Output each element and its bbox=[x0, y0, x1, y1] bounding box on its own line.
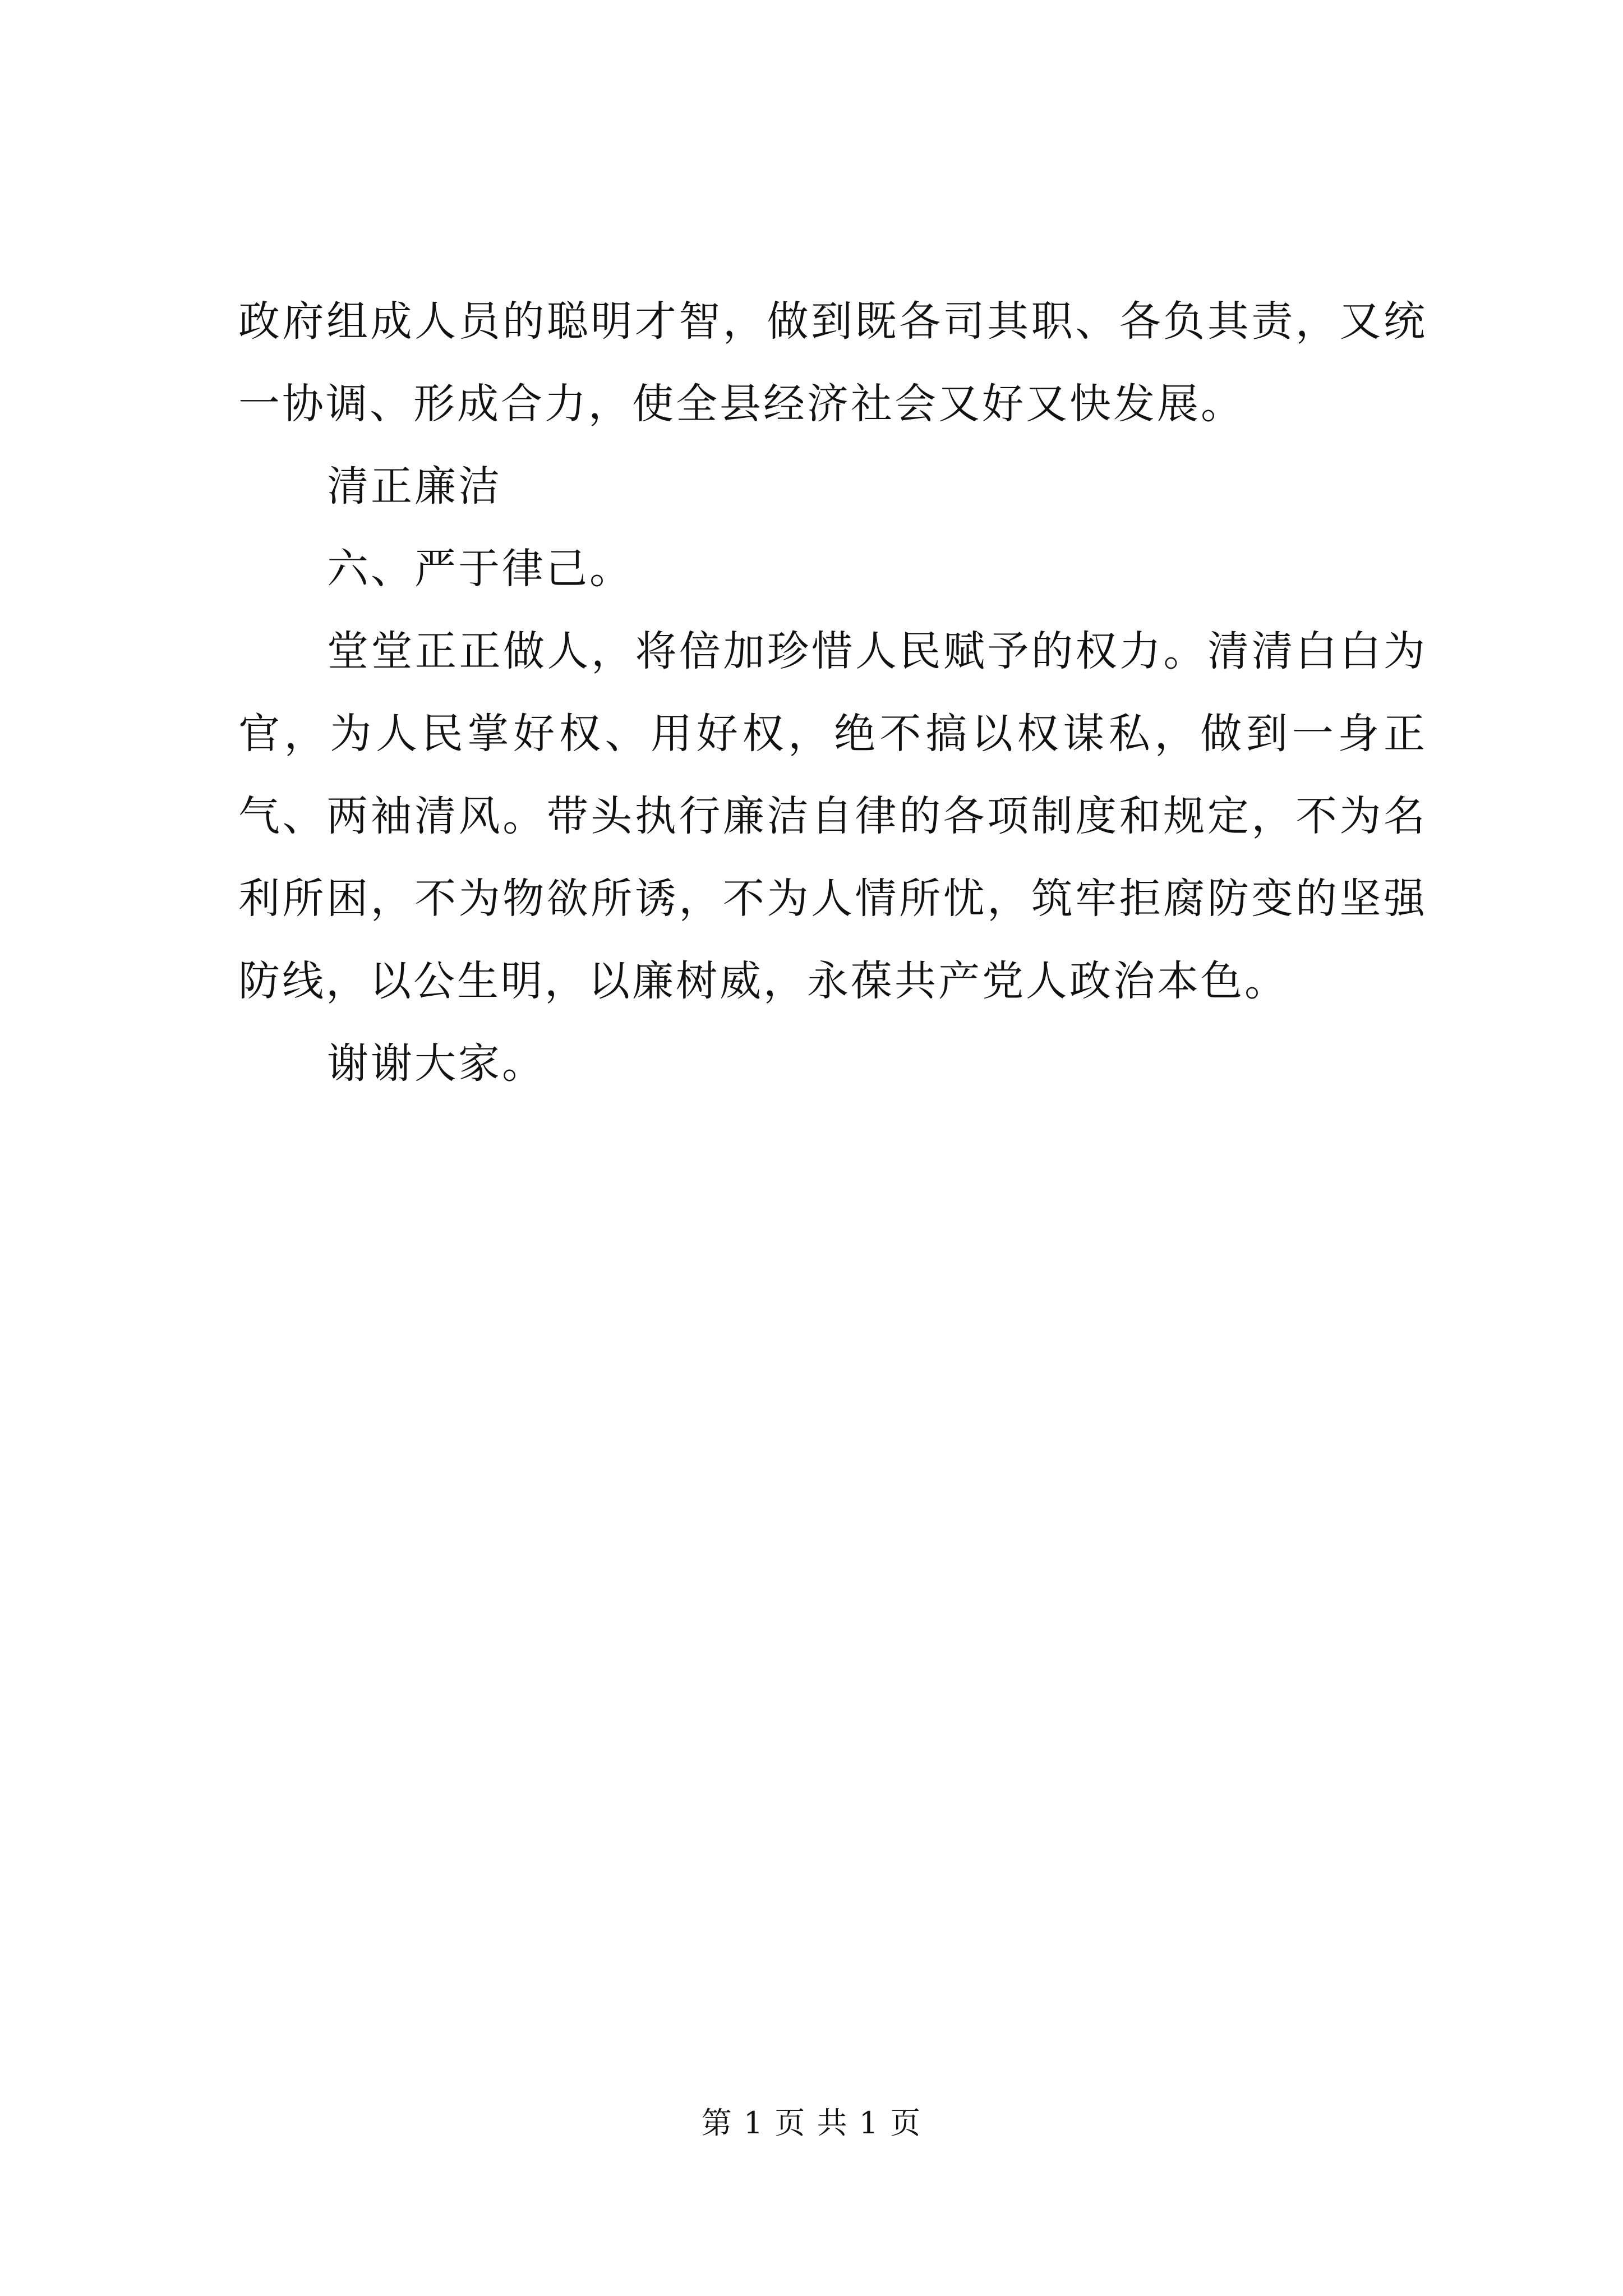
subsection-heading: 六、严于律己。 bbox=[327, 545, 633, 593]
paragraph-continuation: 政府组成人员的聪明才智，做到既各司其职、各负其责，又统一协调、形成合力，使全县经济社会又好又快发展。 bbox=[238, 297, 1427, 428]
page-footer: 第 1 页 共 1 页 bbox=[701, 2105, 922, 2141]
section-heading: 清正廉洁 bbox=[327, 462, 502, 510]
closing-line: 谢谢大家。 bbox=[327, 1039, 546, 1088]
paragraph-body: 堂堂正正做人，将倍加珍惜人民赋予的权力。清清白白为官，为人民掌好权、用好权，绝不搞以权谋私，做到一身正气、两袖清风。带头执行廉洁自律的各项制度和规定，不为名利所困，不为物欲所诱，不为人情所忧，筑牢拒腐防变的坚强防线，以公生明，以廉树威，永葆共产党人政治本色。 bbox=[238, 627, 1427, 1005]
document-body bbox=[238, 280, 1427, 1105]
